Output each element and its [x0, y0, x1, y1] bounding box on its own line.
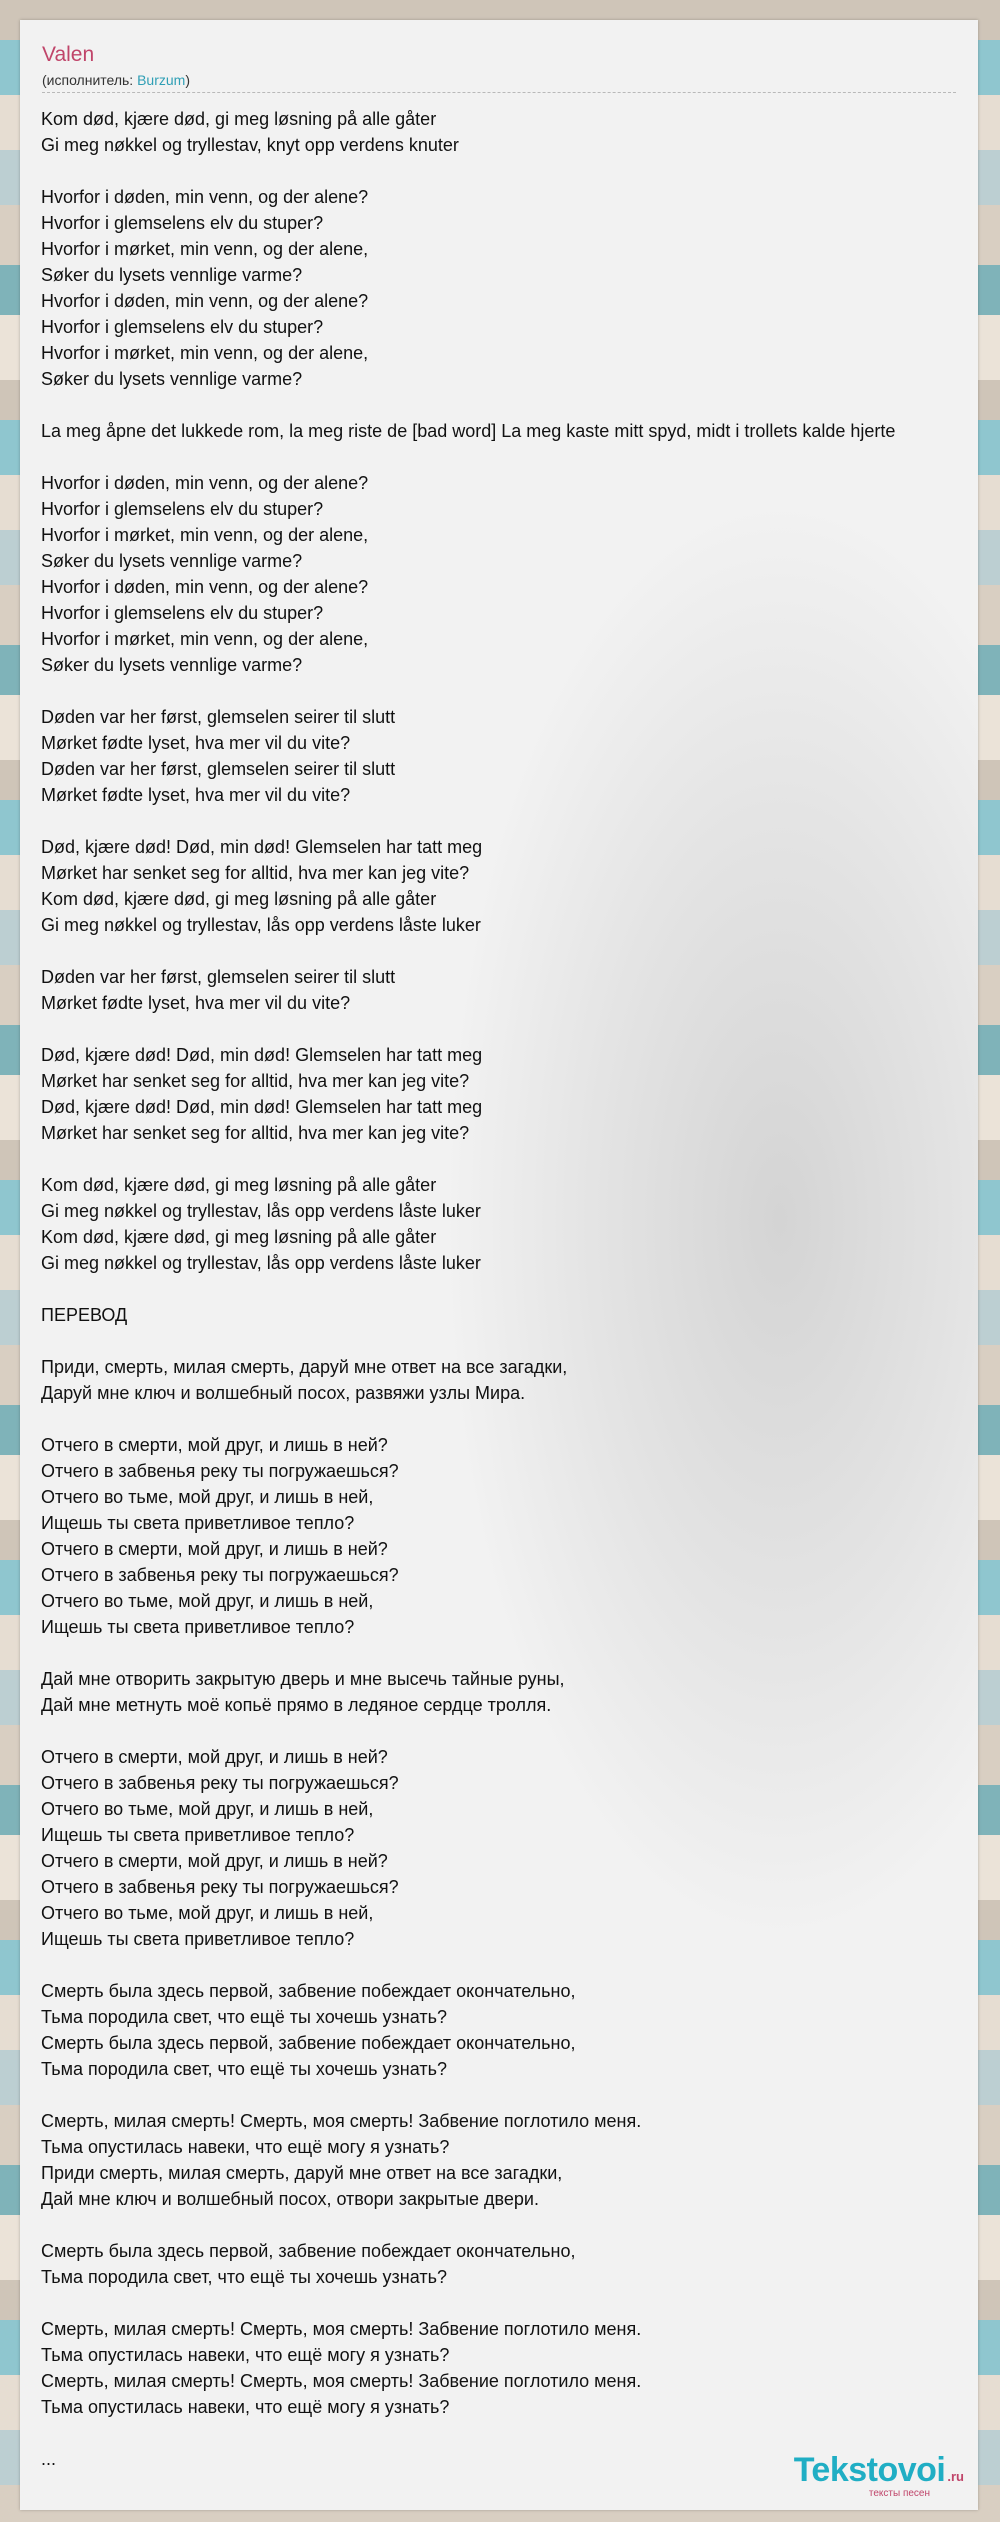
lyrics-blank-line [41, 938, 978, 964]
lyrics-line: Hvorfor i glemselens elv du stuper? [41, 499, 324, 519]
lyrics-blank-line [41, 2290, 978, 2316]
lyrics-blank-line [41, 158, 978, 184]
lyrics-line: ПЕРЕВОД [41, 1305, 128, 1325]
lyrics-line: Даруй мне ключ и волшебный посох, развяжи узлы Мира. [41, 1383, 526, 1403]
lyrics-line: Hvorfor i glemselens elv du stuper? [41, 213, 324, 233]
lyrics-line: Hvorfor i mørket, min venn, og der alene, [41, 629, 369, 649]
lyrics-line: Отчего во тьме, мой друг, и лишь в ней, [41, 1487, 374, 1507]
lyrics-line: Døden var her først, glemselen seirer til slutt [41, 707, 396, 727]
lyrics-line: Смерть была здесь первой, забвение побеждает окончательно, [41, 1981, 576, 2001]
lyrics-line: Mørket fødte lyset, hva mer vil du vite? [41, 733, 351, 753]
logo-tld: .ru [947, 2469, 964, 2484]
lyrics-blank-line [41, 678, 978, 704]
lyrics-line: Отчего в забвенья реку ты погружаешься? [41, 1773, 399, 1793]
artist-line [42, 71, 190, 89]
logo-tagline: тексты песен [868, 2488, 930, 2499]
lyrics-line: Hvorfor i glemselens elv du stuper? [41, 603, 324, 623]
lyrics-line: Отчего во тьме, мой друг, и лишь в ней, [41, 1799, 374, 1819]
lyrics-line: Hvorfor i mørket, min venn, og der alene, [41, 343, 369, 363]
lyrics-blank-line [41, 808, 978, 834]
lyrics-line: Gi meg nøkkel og tryllestav, lås opp verdens låste luker [41, 915, 481, 935]
lyrics-blank-line [41, 1406, 978, 1432]
lyrics-line: Død, kjære død! Død, min død! Glemselen har tatt meg [41, 1097, 483, 1117]
artist-suffix: ) [185, 72, 190, 88]
lyrics-line: Отчего во тьме, мой друг, и лишь в ней, [41, 1591, 374, 1611]
lyrics-line: Ищешь ты света приветливое тепло? [41, 1617, 355, 1637]
lyrics-page [20, 20, 978, 2510]
lyrics-line: Mørket fødte lyset, hva mer vil du vite? [41, 785, 351, 805]
lyrics-line: Смерть, милая смерть! Смерть, моя смерть! Забвение поглотило меня. [41, 2319, 642, 2339]
lyrics-line: Hvorfor i døden, min venn, og der alene? [41, 577, 369, 597]
lyrics-line: Отчего в смерти, мой друг, и лишь в ней? [41, 1747, 388, 1767]
lyrics-line: Смерть была здесь первой, забвение побеждает окончательно, [41, 2241, 576, 2261]
artist-link[interactable]: Burzum [137, 72, 186, 88]
lyrics-blank-line [41, 1952, 978, 1978]
lyrics-line: Hvorfor i mørket, min venn, og der alene, [41, 525, 369, 545]
lyrics-blank-line [41, 444, 978, 470]
site-logo[interactable] [794, 2452, 964, 2500]
lyrics-line: Mørket fødte lyset, hva mer vil du vite? [41, 993, 351, 1013]
lyrics-line: Søker du lysets vennlige varme? [41, 655, 303, 675]
lyrics-line: Отчего в смерти, мой друг, и лишь в ней? [41, 1435, 388, 1455]
lyrics-line: Отчего в смерти, мой друг, и лишь в ней? [41, 1539, 388, 1559]
logo-name: Tekstovoi [793, 2451, 946, 2489]
artist-prefix: (исполнитель: [42, 72, 138, 88]
lyrics-line: Mørket har senket seg for alltid, hva mer kan jeg vite? [41, 863, 470, 883]
lyrics-line: Kom død, kjære død, gi meg løsning på alle gåter [41, 1175, 437, 1195]
lyrics-blank-line [41, 1718, 978, 1744]
lyrics-blank-line [41, 1328, 978, 1354]
lyrics-text [41, 106, 978, 2472]
lyrics-blank-line [41, 1146, 978, 1172]
lyrics-line: Тьма опустилась навеки, что ещё могу я узнать? [41, 2137, 450, 2157]
title-divider [42, 92, 956, 93]
lyrics-blank-line [41, 2420, 978, 2446]
lyrics-blank-line [41, 1640, 978, 1666]
lyrics-blank-line [41, 2082, 978, 2108]
lyrics-line: Døden var her først, glemselen seirer til slutt [41, 967, 396, 987]
lyrics-line: Смерть, милая смерть! Смерть, моя смерть! Забвение поглотило меня. [41, 2111, 642, 2131]
lyrics-line: Døden var her først, glemselen seirer til slutt [41, 759, 396, 779]
lyrics-line: Død, kjære død! Død, min død! Glemselen har tatt meg [41, 1045, 483, 1065]
lyrics-line: Mørket har senket seg for alltid, hva mer kan jeg vite? [41, 1071, 470, 1091]
lyrics-line: Søker du lysets vennlige varme? [41, 551, 303, 571]
lyrics-line: Отчего во тьме, мой друг, и лишь в ней, [41, 1903, 374, 1923]
lyrics-line: Hvorfor i døden, min venn, og der alene? [41, 291, 369, 311]
lyrics-line: Søker du lysets vennlige varme? [41, 369, 303, 389]
lyrics-line: Приди, смерть, милая смерть, даруй мне ответ на все загадки, [41, 1357, 568, 1377]
lyrics-line: Hvorfor i døden, min venn, og der alene? [41, 473, 369, 493]
lyrics-blank-line [41, 1276, 978, 1302]
lyrics-line: Ищешь ты света приветливое тепло? [41, 1825, 355, 1845]
lyrics-line: Тьма опустилась навеки, что ещё могу я узнать? [41, 2345, 450, 2365]
lyrics-line: Ищешь ты света приветливое тепло? [41, 1929, 355, 1949]
lyrics-line: Смерть была здесь первой, забвение побеждает окончательно, [41, 2033, 576, 2053]
lyrics-line: Отчего в забвенья реку ты погружаешься? [41, 1877, 399, 1897]
lyrics-line: Отчего в забвенья реку ты погружаешься? [41, 1461, 399, 1481]
lyrics-line: Отчего в забвенья реку ты погружаешься? [41, 1565, 399, 1585]
lyrics-line: Дай мне ключ и волшебный посох, отвори закрытые двери. [41, 2189, 539, 2209]
lyrics-blank-line [41, 1016, 978, 1042]
lyrics-line: Тьма породила свет, что ещё ты хочешь узнать? [41, 2007, 447, 2027]
lyrics-line: Тьма опустилась навеки, что ещё могу я узнать? [41, 2397, 450, 2417]
lyrics-line: Mørket har senket seg for alltid, hva mer kan jeg vite? [41, 1123, 470, 1143]
lyrics-line: Hvorfor i døden, min venn, og der alene? [41, 187, 369, 207]
lyrics-line: ... [41, 2449, 57, 2469]
lyrics-line: Kom død, kjære død, gi meg løsning på alle gåter [41, 1227, 437, 1247]
song-title: Valen [42, 43, 95, 66]
lyrics-line: Ищешь ты света приветливое тепло? [41, 1513, 355, 1533]
lyrics-line: Смерть, милая смерть! Смерть, моя смерть! Забвение поглотило меня. [41, 2371, 642, 2391]
lyrics-line: Gi meg nøkkel og tryllestav, knyt opp verdens knuter [41, 135, 459, 155]
lyrics-line: Дай мне отворить закрытую дверь и мне высечь тайные руны, [41, 1669, 565, 1689]
lyrics-line: Приди смерть, милая смерть, даруй мне ответ на все загадки, [41, 2163, 563, 2183]
lyrics-line: Тьма породила свет, что ещё ты хочешь узнать? [41, 2267, 447, 2287]
lyrics-line: Gi meg nøkkel og tryllestav, lås opp verdens låste luker [41, 1253, 481, 1273]
lyrics-line: Kom død, kjære død, gi meg løsning på alle gåter [41, 109, 437, 129]
lyrics-line: Дай мне метнуть моё копьё прямо в ледяное сердце тролля. [41, 1695, 552, 1715]
lyrics-line: Søker du lysets vennlige varme? [41, 265, 303, 285]
lyrics-line: Gi meg nøkkel og tryllestav, lås opp verdens låste luker [41, 1201, 481, 1221]
lyrics-line: Hvorfor i mørket, min venn, og der alene, [41, 239, 369, 259]
lyrics-line: Hvorfor i glemselens elv du stuper? [41, 317, 324, 337]
lyrics-blank-line [41, 392, 978, 418]
lyrics-line: Отчего в смерти, мой друг, и лишь в ней? [41, 1851, 388, 1871]
lyrics-blank-line [41, 2212, 978, 2238]
lyrics-line: Død, kjære død! Død, min død! Glemselen har tatt meg [41, 837, 483, 857]
lyrics-line: La meg åpne det lukkede rom, la meg riste de [bad word] La meg kaste mitt spyd, midt i trollets kalde hjerte [41, 421, 896, 441]
lyrics-line: Kom død, kjære død, gi meg løsning på alle gåter [41, 889, 437, 909]
lyrics-line: Тьма породила свет, что ещё ты хочешь узнать? [41, 2059, 447, 2079]
